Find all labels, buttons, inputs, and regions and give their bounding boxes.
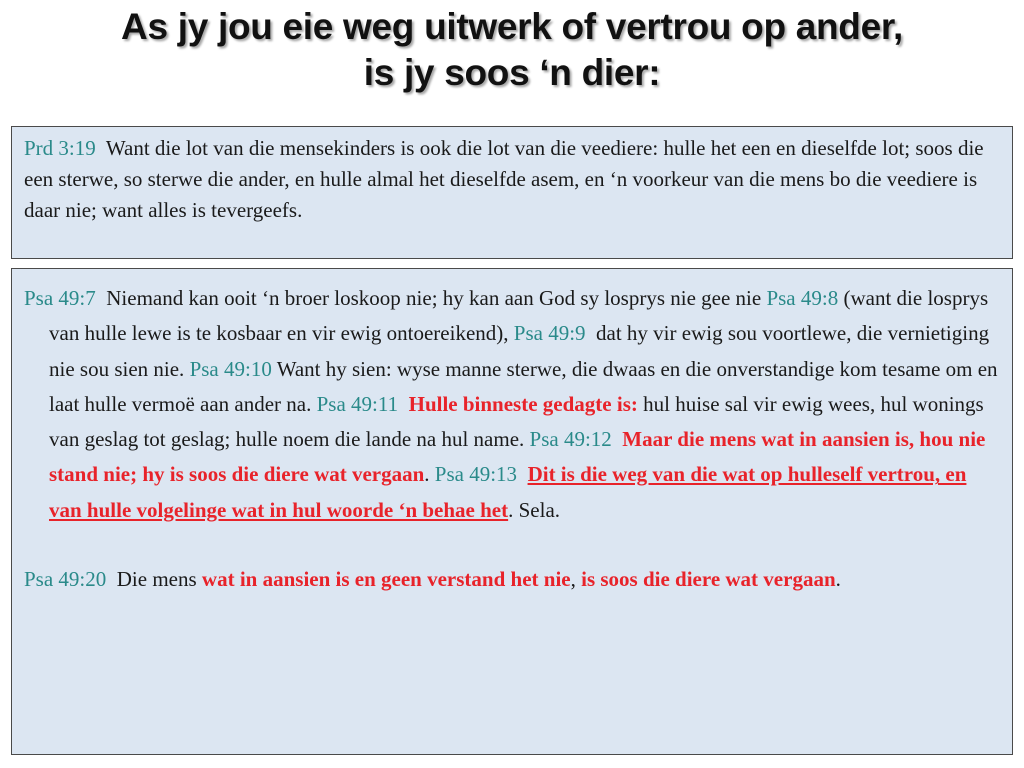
verse-punct-psa-49-12: . <box>424 462 430 487</box>
verse-text-psa-49-7: Niemand kan ooit ‘n broer loskoop nie; hy kan aan God sy losprys nie gee nie <box>106 286 762 310</box>
highlight-psa-49-11: Hulle binneste gedagte is: <box>408 391 638 416</box>
highlight-psa-49-20-b: is soos die diere wat vergaan <box>581 567 836 592</box>
verse-ref-prd-3-19: Prd 3:19 <box>24 136 96 160</box>
highlight-psa-49-13: Dit is die weg van die wat op hulleself vertrou, en van hulle volgelinge wat in hul woorde ‘n behae het <box>49 462 967 522</box>
verse-box-prd <box>11 126 1013 259</box>
slide-title <box>0 4 1024 96</box>
verse-text-psa-49-20: Die mens <box>116 567 197 592</box>
verse-ref-psa-49-7: Psa 49:7 <box>24 286 96 310</box>
highlight-psa-49-12: Maar die mens wat in aansien is, hou nie stand nie; hy is soos die diere wat vergaan <box>49 427 986 487</box>
verse-text-psa-49-13: . Sela. <box>508 497 561 522</box>
verse-text-psa-49-10: Want hy sien: wyse manne sterwe, die dwaas en die onverstandige kom tesame om en laat hulle vermoë aan ander na. <box>49 356 998 416</box>
verse-ref-psa-49-10: Psa 49:10 <box>189 356 272 381</box>
paragraph-gap <box>24 528 1000 562</box>
psalm-49-20-passage <box>24 562 1000 597</box>
slide-title-line-1: As jy jou eie weg uitwerk of vertrou op ander, <box>121 6 903 47</box>
verse-text-psa-49-9: dat hy vir ewig sou voortlewe, die vernietiging nie sou sien nie. <box>49 321 990 381</box>
verse-ref-psa-49-12: Psa 49:12 <box>529 427 612 452</box>
verse-ref-psa-49-9: Psa 49:9 <box>513 321 586 346</box>
verse-ref-psa-49-8: Psa 49:8 <box>766 286 839 310</box>
highlight-psa-49-20-a: wat in aansien is en geen verstand het nie <box>201 567 571 592</box>
verse-text-prd-3-19: Want die lot van die mensekinders is ook die lot van die veediere: hulle het een en dieselfde lot; soos die een sterwe, so sterwe die ander, en hulle almal het dieselfde asem, en ‘n voorkeur van die mens bo die veediere is daar nie; want alles is tevergeefs. <box>24 136 984 222</box>
verse-punct-psa-49-20: . <box>835 567 841 592</box>
verse-box-psa <box>11 268 1013 755</box>
slide-title-line-2: is jy soos ‘n dier: <box>363 52 661 93</box>
verse-ref-psa-49-20: Psa 49:20 <box>24 567 107 592</box>
verse-text-psa-49-11: hul huise sal vir ewig wees, hul wonings van geslag tot geslag; hulle noem die lande na hul name. <box>49 391 984 452</box>
verse-ref-psa-49-11: Psa 49:11 <box>316 391 399 416</box>
verse-comma-psa-49-20: , <box>570 567 576 592</box>
psalm-49-passage <box>24 281 1000 528</box>
verse-text-psa-49-8: (want die losprys van hulle lewe is te kosbaar en vir ewig ontoereikend), <box>49 286 989 346</box>
verse-ref-psa-49-13: Psa 49:13 <box>434 462 518 487</box>
